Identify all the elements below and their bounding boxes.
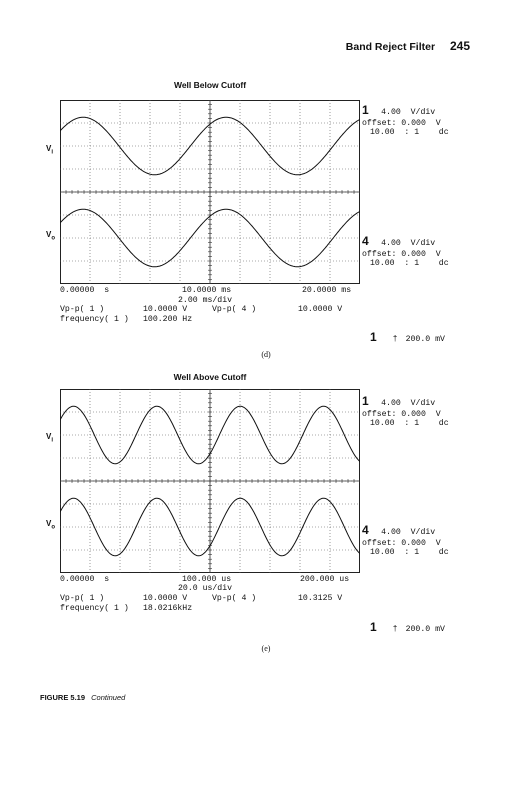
scope-grid: [60, 100, 360, 284]
oscilloscope-screen: [60, 389, 360, 573]
panel-caption: (d): [261, 350, 271, 359]
meas-vpp4-label: Vp-p( 4 ): [212, 594, 257, 603]
vi-label: $V_i$: [46, 144, 54, 156]
trigger-readout: 1 † 200.0 mV: [370, 330, 445, 344]
meas-freq-label: frequency( 1 ): [60, 315, 129, 324]
time-center: 10.0000 ms: [182, 286, 232, 295]
ch1-settings: 1 4.00 V/div offset: 0.000 V 10.00 : 1 dc: [362, 394, 449, 428]
oscilloscope-screen: [60, 100, 360, 284]
trigger-edge-icon: †: [392, 334, 398, 343]
trigger-edge-icon: †: [392, 624, 398, 633]
time-center: 100.000 us: [182, 575, 232, 584]
meas-vpp4-label: Vp-p( 4 ): [212, 305, 257, 314]
meas-vpp1-value: 10.0000 V: [143, 594, 188, 603]
meas-freq-value: 18.0216kHz: [143, 604, 193, 613]
running-header: [346, 39, 470, 53]
meas-vpp1-label: Vp-p( 1 ): [60, 305, 105, 314]
time-left: 0.00000 s: [60, 575, 110, 584]
timebase: 20.0 us/div: [178, 584, 233, 593]
meas-vpp4-value: 10.0000 V: [298, 305, 343, 314]
figure-note: Continued: [91, 693, 126, 702]
time-right: 20.0000 ms: [302, 286, 352, 295]
panel-caption: (e): [261, 644, 271, 653]
panel-title: Well Above Cutoff: [173, 372, 247, 382]
meas-freq-value: 100.200 Hz: [143, 315, 193, 324]
vo-label: $V_o$: [46, 230, 56, 242]
trigger-readout: 1 † 200.0 mV: [370, 620, 445, 634]
meas-vpp4-value: 10.3125 V: [298, 594, 343, 603]
meas-vpp1-value: 10.0000 V: [143, 305, 188, 314]
panel-title: Well Below Cutoff: [173, 80, 247, 90]
figure-caption: [40, 693, 125, 702]
time-left: 0.00000 s: [60, 286, 110, 295]
timebase: 2.00 ms/div: [178, 296, 233, 305]
ch4-settings: 4 4.00 V/div offset: 0.000 V 10.00 : 1 dc: [362, 523, 449, 557]
ch1-settings: 1 4.00 V/div offset: 0.000 V 10.00 : 1 dc: [362, 103, 449, 137]
vi-label: $V_i$: [46, 432, 54, 444]
page-number: 245: [449, 39, 470, 53]
header-title: Band Reject Filter: [345, 41, 436, 53]
time-right: 200.000 us: [300, 575, 350, 584]
meas-freq-label: frequency( 1 ): [60, 604, 129, 613]
scope-grid: [60, 389, 360, 573]
meas-vpp1-label: Vp-p( 1 ): [60, 594, 105, 603]
ch4-settings: 4 4.00 V/div offset: 0.000 V 10.00 : 1 dc: [362, 234, 449, 268]
figure-label: FIGURE 5.19: [40, 693, 86, 702]
vo-label: $V_o$: [46, 519, 56, 531]
